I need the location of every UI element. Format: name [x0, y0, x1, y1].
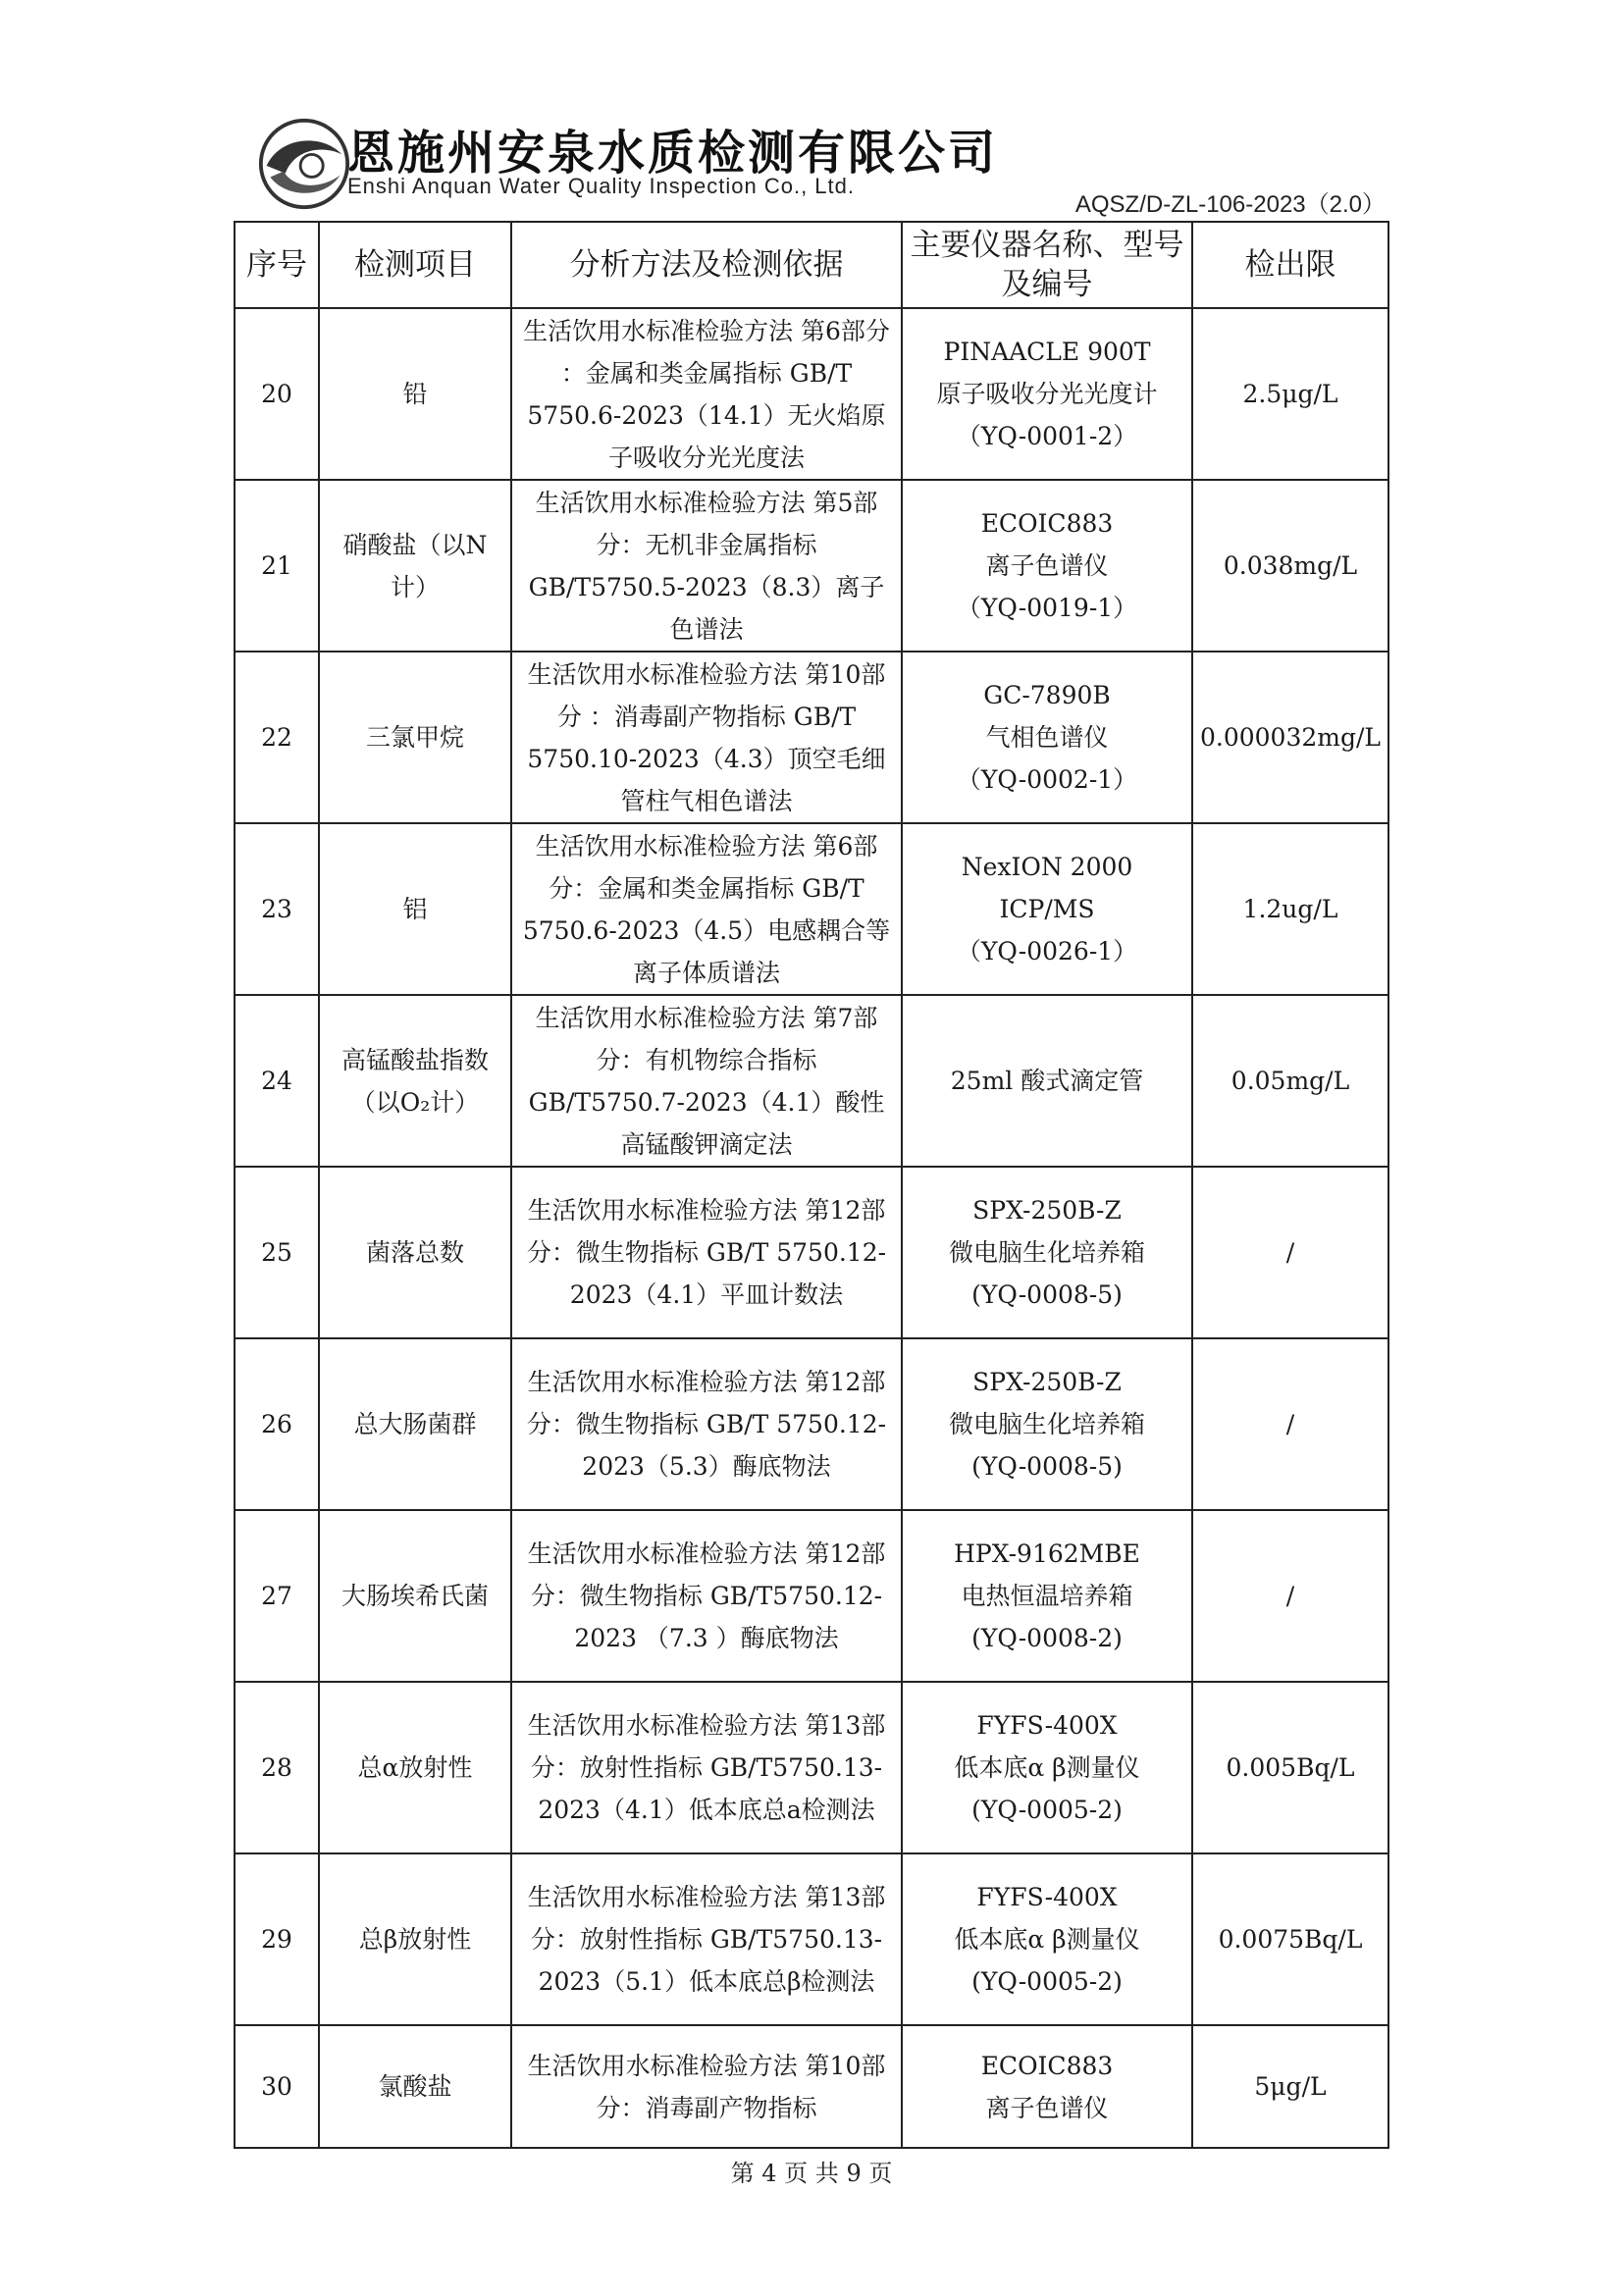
cell-no: 24 — [235, 995, 319, 1167]
cell-item: 氯酸盐 — [319, 2025, 511, 2148]
instrument-line: 气相色谱仪 — [985, 723, 1109, 752]
cell-instrument — [902, 995, 1192, 1167]
instrument-line: NexION 2000 — [961, 853, 1133, 881]
cell-instrument — [902, 1682, 1192, 1853]
cell-limit: 1.2ug/L — [1192, 823, 1388, 995]
table-body — [235, 308, 1388, 2148]
instrument-line: PINAACLE 900T — [943, 338, 1151, 366]
instrument-line: GC-7890B — [983, 681, 1111, 709]
table-row — [235, 2025, 1388, 2148]
company-name-cn: 恩施州安泉水质检测有限公司 — [347, 126, 999, 181]
table-row — [235, 308, 1388, 480]
table-row — [235, 480, 1388, 652]
table-row — [235, 1682, 1388, 1853]
cell-limit: / — [1192, 1510, 1388, 1682]
instrument-line: HPX-9162MBE — [954, 1539, 1140, 1568]
instrument-line: 低本底α β测量仪 — [954, 1753, 1140, 1782]
instrument-line: SPX-250B-Z — [972, 1196, 1122, 1225]
instrument-line: 微电脑生化培养箱 — [948, 1410, 1145, 1438]
cell-method: 生活饮用水标准检验方法 第7部分：有机物综合指标 GB/T5750.7-2023（4.1）酸性高锰酸钾滴定法 — [511, 995, 902, 1167]
cell-limit: 0.0075Bq/L — [1192, 1853, 1388, 2025]
header-item: 检测项目 — [319, 222, 511, 308]
header-method: 分析方法及检测依据 — [511, 222, 902, 308]
cell-item: 三氯甲烷 — [319, 652, 511, 823]
instrument-line: 低本底α β测量仪 — [954, 1925, 1140, 1954]
instrument-line: 原子吸收分光光度计 — [936, 380, 1158, 408]
header-instrument: 主要仪器名称、型号及编号 — [902, 222, 1192, 308]
company-name-en: Enshi Anquan Water Quality Inspection Co., Ltd. — [347, 174, 856, 198]
instrument-line: 离子色谱仪 — [985, 2093, 1109, 2122]
table-row — [235, 1510, 1388, 1682]
page-number: 第 4 页 共 9 页 — [730, 2160, 893, 2187]
instrument-line: ECOIC883 — [980, 509, 1114, 538]
cell-no: 25 — [235, 1167, 319, 1338]
cell-instrument — [902, 652, 1192, 823]
cell-item: 大肠埃希氏菌 — [319, 1510, 511, 1682]
instrument-line: FYFS-400X — [976, 1711, 1118, 1740]
cell-limit: 2.5μg/L — [1192, 308, 1388, 480]
cell-limit: 5μg/L — [1192, 2025, 1388, 2148]
instrument-line: FYFS-400X — [976, 1883, 1118, 1911]
cell-method: 生活饮用水标准检验方法 第12部分：微生物指标 GB/T 5750.12-2023（4.1）平皿计数法 — [511, 1167, 902, 1338]
cell-no: 28 — [235, 1682, 319, 1853]
cell-item: 高锰酸盐指数（以O₂计） — [319, 995, 511, 1167]
cell-instrument — [902, 2025, 1192, 2148]
cell-no: 21 — [235, 480, 319, 652]
cell-no: 26 — [235, 1338, 319, 1510]
cell-instrument — [902, 1510, 1192, 1682]
cell-instrument — [902, 1338, 1192, 1510]
header-no: 序号 — [235, 222, 319, 308]
table-row — [235, 1853, 1388, 2025]
cell-method: 生活饮用水标准检验方法 第12部分：微生物指标 GB/T 5750.12-2023（5.3）酶底物法 — [511, 1338, 902, 1510]
cell-method: 生活饮用水标准检验方法 第12部分：微生物指标 GB/T5750.12-2023 （7.3 ）酶底物法 — [511, 1510, 902, 1682]
instrument-line: 电热恒温培养箱 — [961, 1582, 1133, 1610]
cell-method: 生活饮用水标准检验方法 第6部分：金属和类金属指标 GB/T 5750.6-2023（4.5）电感耦合等离子体质谱法 — [511, 823, 902, 995]
instrument-line: (YQ-0005-2) — [971, 1967, 1123, 1996]
cell-method: 生活饮用水标准检验方法 第10部分 ：消毒副产物指标 GB/T 5750.10-2023（4.3）顶空毛细管柱气相色谱法 — [511, 652, 902, 823]
instrument-line: （YQ-0002-1） — [956, 765, 1138, 794]
cell-no: 30 — [235, 2025, 319, 2148]
table-row — [235, 652, 1388, 823]
cell-no: 27 — [235, 1510, 319, 1682]
company-logo — [257, 117, 351, 211]
table-row — [235, 823, 1388, 995]
cell-instrument — [902, 1167, 1192, 1338]
cell-item: 总β放射性 — [319, 1853, 511, 2025]
instrument-line: ECOIC883 — [980, 2051, 1114, 2080]
instrument-line: 25ml 酸式滴定管 — [950, 1067, 1144, 1095]
instrument-line: (YQ-0008-5) — [971, 1452, 1123, 1481]
cell-no: 23 — [235, 823, 319, 995]
cell-item: 硝酸盐（以N计） — [319, 480, 511, 652]
header-limit: 检出限 — [1192, 222, 1388, 308]
inspection-methods-table — [234, 221, 1389, 2149]
cell-instrument — [902, 823, 1192, 995]
instrument-line: (YQ-0005-2) — [971, 1796, 1123, 1824]
cell-method: 生活饮用水标准检验方法 第6部分 ：金属和类金属指标 GB/T 5750.6-2023（14.1）无火焰原子吸收分光光度法 — [511, 308, 902, 480]
cell-item: 铝 — [319, 823, 511, 995]
cell-method: 生活饮用水标准检验方法 第5部分：无机非金属指标 GB/T5750.5-2023（8.3）离子色谱法 — [511, 480, 902, 652]
cell-instrument — [902, 480, 1192, 652]
instrument-line: (YQ-0008-5) — [971, 1280, 1123, 1309]
cell-no: 29 — [235, 1853, 319, 2025]
instrument-line: SPX-250B-Z — [972, 1368, 1122, 1396]
cell-limit: 0.05mg/L — [1192, 995, 1388, 1167]
table-row — [235, 1167, 1388, 1338]
cell-no: 20 — [235, 308, 319, 480]
table-row — [235, 1338, 1388, 1510]
cell-limit: 0.000032mg/L — [1192, 652, 1388, 823]
cell-limit: / — [1192, 1338, 1388, 1510]
instrument-line: （YQ-0026-1） — [956, 937, 1138, 965]
cell-item: 总α放射性 — [319, 1682, 511, 1853]
cell-limit: 0.038mg/L — [1192, 480, 1388, 652]
table-row — [235, 995, 1388, 1167]
cell-limit: / — [1192, 1167, 1388, 1338]
cell-no: 22 — [235, 652, 319, 823]
cell-item: 菌落总数 — [319, 1167, 511, 1338]
instrument-line: ICP/MS — [999, 895, 1095, 923]
instrument-line: （YQ-0019-1） — [956, 594, 1138, 622]
cell-limit: 0.005Bq/L — [1192, 1682, 1388, 1853]
instrument-line: 微电脑生化培养箱 — [948, 1238, 1145, 1267]
cell-instrument — [902, 1853, 1192, 2025]
document-code: AQSZ/D-ZL-106-2023（2.0） — [1074, 191, 1386, 218]
table-header-row — [235, 222, 1388, 308]
instrument-line: (YQ-0008-2) — [971, 1624, 1123, 1652]
cell-item: 铅 — [319, 308, 511, 480]
cell-method: 生活饮用水标准检验方法 第10部分：消毒副产物指标 — [511, 2025, 902, 2148]
cell-method: 生活饮用水标准检验方法 第13部分：放射性指标 GB/T5750.13-2023（4.1）低本底总a检测法 — [511, 1682, 902, 1853]
cell-method: 生活饮用水标准检验方法 第13部分：放射性指标 GB/T5750.13-2023（5.1）低本底总β检测法 — [511, 1853, 902, 2025]
cell-item: 总大肠菌群 — [319, 1338, 511, 1510]
cell-instrument — [902, 308, 1192, 480]
instrument-line: （YQ-0001-2） — [956, 422, 1138, 450]
instrument-line: 离子色谱仪 — [985, 551, 1109, 580]
